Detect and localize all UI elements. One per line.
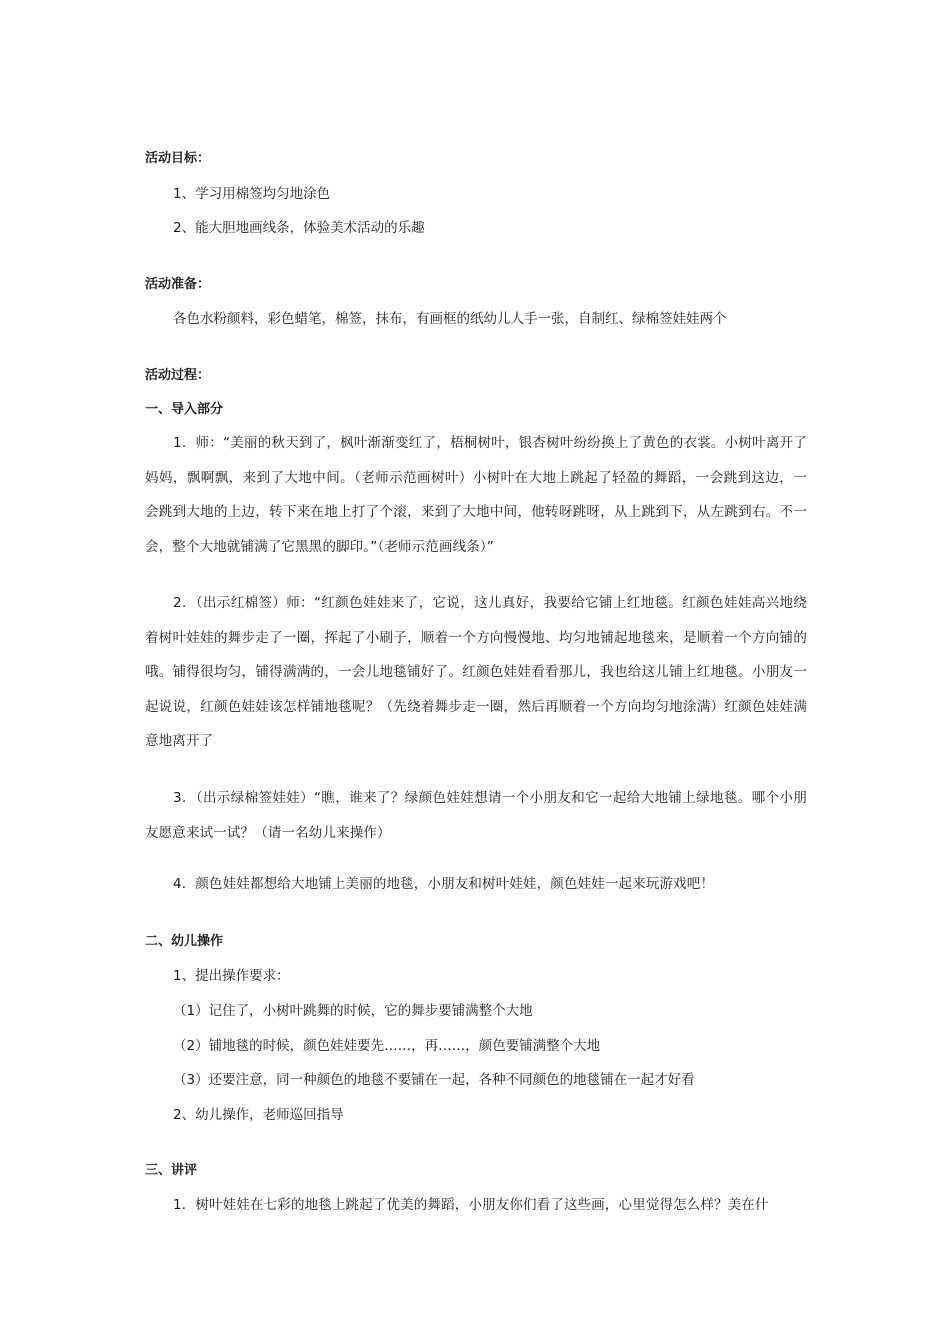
part1-paragraph-1: 1．师：“美丽的秋天到了，枫叶渐渐变红了，梧桐树叶，银杏树叶纷纷换上了黄色的衣裳。小树叶离开了妈妈，飘啊飘，来到了大地中间。（老师示范画树叶）小树叶在大地上跳起了轻盈的舞蹈，一会跳到这边，一会跳到大地的上边，转下来在地上打了个滚，来到了大地中间，他转呀跳呀，从上跳到下，从左跳到右。不一会，整个大地就铺满了它黑黑的脚印。”（老师示范画线条）”: [145, 435, 807, 555]
part2-item-1: 1、提出操作要求：: [173, 968, 290, 984]
part2-item-3: （2）铺地毯的时候，颜色娃娃要先……，再……，颜色要铺满整个大地: [173, 1038, 601, 1054]
preparation-text: 各色水粉颜料，彩色蜡笔，棉签，抹布，有画框的纸幼儿人手一张，自制红、绿棉签娃娃两个: [173, 311, 727, 327]
part2-item-2: （1）记住了，小树叶跳舞的时候，它的舞步要铺满整个大地: [173, 1003, 533, 1019]
part1-paragraph-4: 4．颜色娃娃都想给大地铺上美丽的地毯，小朋友和树叶娃娃，颜色娃娃一起来玩游戏吧！: [173, 876, 715, 892]
goals-heading: 活动目标：: [145, 151, 211, 166]
goal-item-2: 2、能大胆地画线条，体验美术活动的乐趣: [173, 220, 425, 236]
part3-heading: 三、讲评: [145, 1163, 198, 1178]
goal-item-1: 1、学习用棉签均匀地涂色: [173, 186, 331, 202]
part2-item-5: 2、幼儿操作，老师巡回指导: [173, 1107, 344, 1123]
part2-heading: 二、幼儿操作: [145, 934, 224, 949]
part2-item-4: （3）还要注意，同一种颜色的地毯不要铺在一起，各种不同颜色的地毯铺在一起才好看: [173, 1072, 695, 1088]
preparation-heading: 活动准备：: [145, 277, 211, 292]
part1-paragraph-3: 3．（出示绿棉签娃娃）“瞧，谁来了？绿颜色娃娃想请一个小朋友和它一起给大地铺上绿地毯。哪个小朋友愿意来试一试？（请一名幼儿来操作）: [145, 790, 807, 841]
part1-paragraph-2: 2．（出示红棉签）师：“红颜色娃娃来了，它说，这儿真好，我要给它铺上红地毯。红颜色娃娃高兴地绕着树叶娃娃的舞步走了一圈，挥起了小刷子，顺着一个方向慢慢地、均匀地铺起地毯来，是顺着一个方向铺的哦。铺得很均匀，铺得满满的，一会儿地毯铺好了。红颜色娃娃看看那儿，我也给这儿铺上红地毯。小朋友一起说说，红颜色娃娃该怎样铺地毯呢？（先绕着舞步走一圈，然后再顺着一个方向均匀地涂满）红颜色娃娃满意地离开了: [145, 595, 807, 749]
part1-heading: 一、导入部分: [145, 402, 224, 417]
part3-paragraph-1: 1．树叶娃娃在七彩的地毯上跳起了优美的舞蹈，小朋友你们看了这些画，心里觉得怎么样？美在什: [173, 1197, 769, 1213]
process-heading: 活动过程：: [145, 368, 211, 383]
